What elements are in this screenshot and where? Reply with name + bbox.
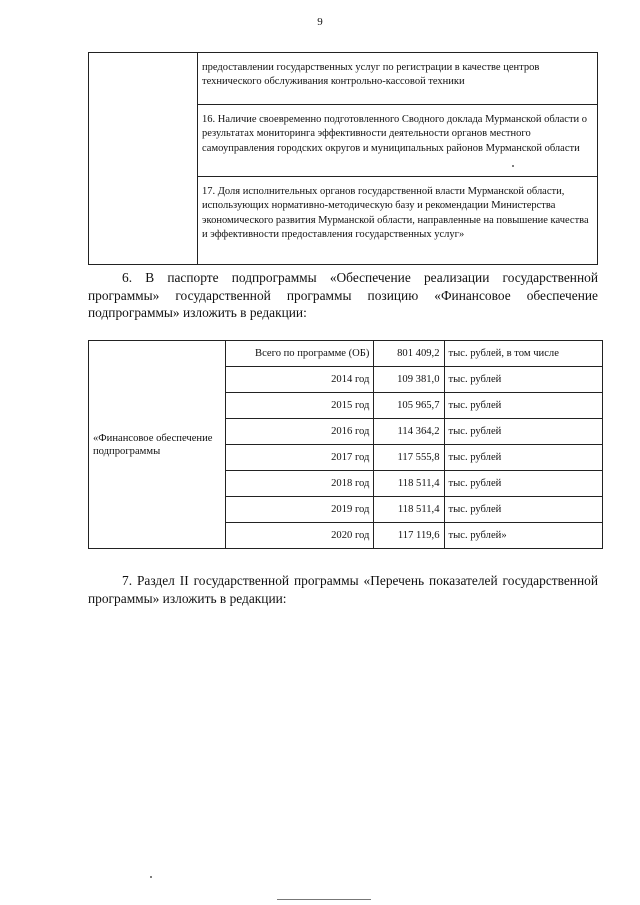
year-cell: 2018 год <box>226 471 374 497</box>
financing-label-cell: «Финансовое обеспечение подпрограммы <box>89 341 226 549</box>
paragraph-6-text: 6. В паспорте подпрограммы «Обеспечение реализации государственной программы» государственной программы позицию «Финансовое обеспечение подпрограммы» изложить в редакции: <box>88 270 598 320</box>
footer-rule <box>277 899 371 900</box>
table-row <box>89 53 598 105</box>
indicator-cell: 17. Доля исполнительных органов государственной власти Мурманской области, использующих нормативно-методическую базу и рекомендации Министерства экономического развития Мурманской области, направленные на повышение качества и эффективности предоставления государственных услуг» <box>198 177 598 265</box>
scan-speck <box>150 876 152 878</box>
amount-cell: 117 555,8 <box>374 445 444 471</box>
paragraph-7 <box>88 572 598 607</box>
year-cell: 2019 год <box>226 497 374 523</box>
paragraph-6 <box>88 269 598 322</box>
unit-cell: тыс. рублей <box>444 471 603 497</box>
year-cell: Всего по программе (ОБ) <box>226 341 374 367</box>
unit-cell: тыс. рублей <box>444 393 603 419</box>
unit-cell: тыс. рублей <box>444 419 603 445</box>
unit-cell: тыс. рублей» <box>444 523 603 549</box>
indicator-cell: 16. Наличие своевременно подготовленного Сводного доклада Мурманской области о результатах мониторинга эффективности деятельности органов местного самоуправления городских округов и муниципальных районов Мурманской области <box>198 105 598 177</box>
year-cell: 2014 год <box>226 367 374 393</box>
unit-cell: тыс. рублей <box>444 445 603 471</box>
indicator-cell: предоставлении государственных услуг по регистрации в качестве центров технического обслуживания контрольно-кассовой техники <box>198 53 598 105</box>
year-cell: 2020 год <box>226 523 374 549</box>
paragraph-7-text: 7. Раздел II государственной программы «Перечень показателей государственной программы» изложить в редакции: <box>88 573 598 606</box>
amount-cell: 118 511,4 <box>374 471 444 497</box>
unit-cell: тыс. рублей <box>444 367 603 393</box>
scan-speck <box>512 165 514 167</box>
year-cell: 2015 год <box>226 393 374 419</box>
page-number: 9 <box>317 16 323 28</box>
amount-cell: 118 511,4 <box>374 497 444 523</box>
amount-cell: 117 119,6 <box>374 523 444 549</box>
table-row <box>89 341 603 367</box>
amount-cell: 105 965,7 <box>374 393 444 419</box>
unit-cell: тыс. рублей, в том числе <box>444 341 603 367</box>
amount-cell: 114 364,2 <box>374 419 444 445</box>
amount-cell: 801 409,2 <box>374 341 444 367</box>
unit-cell: тыс. рублей <box>444 497 603 523</box>
empty-left-cell <box>89 53 198 265</box>
financing-table <box>88 340 603 549</box>
year-cell: 2016 год <box>226 419 374 445</box>
year-cell: 2017 год <box>226 445 374 471</box>
amount-cell: 109 381,0 <box>374 367 444 393</box>
indicators-table <box>88 52 598 265</box>
